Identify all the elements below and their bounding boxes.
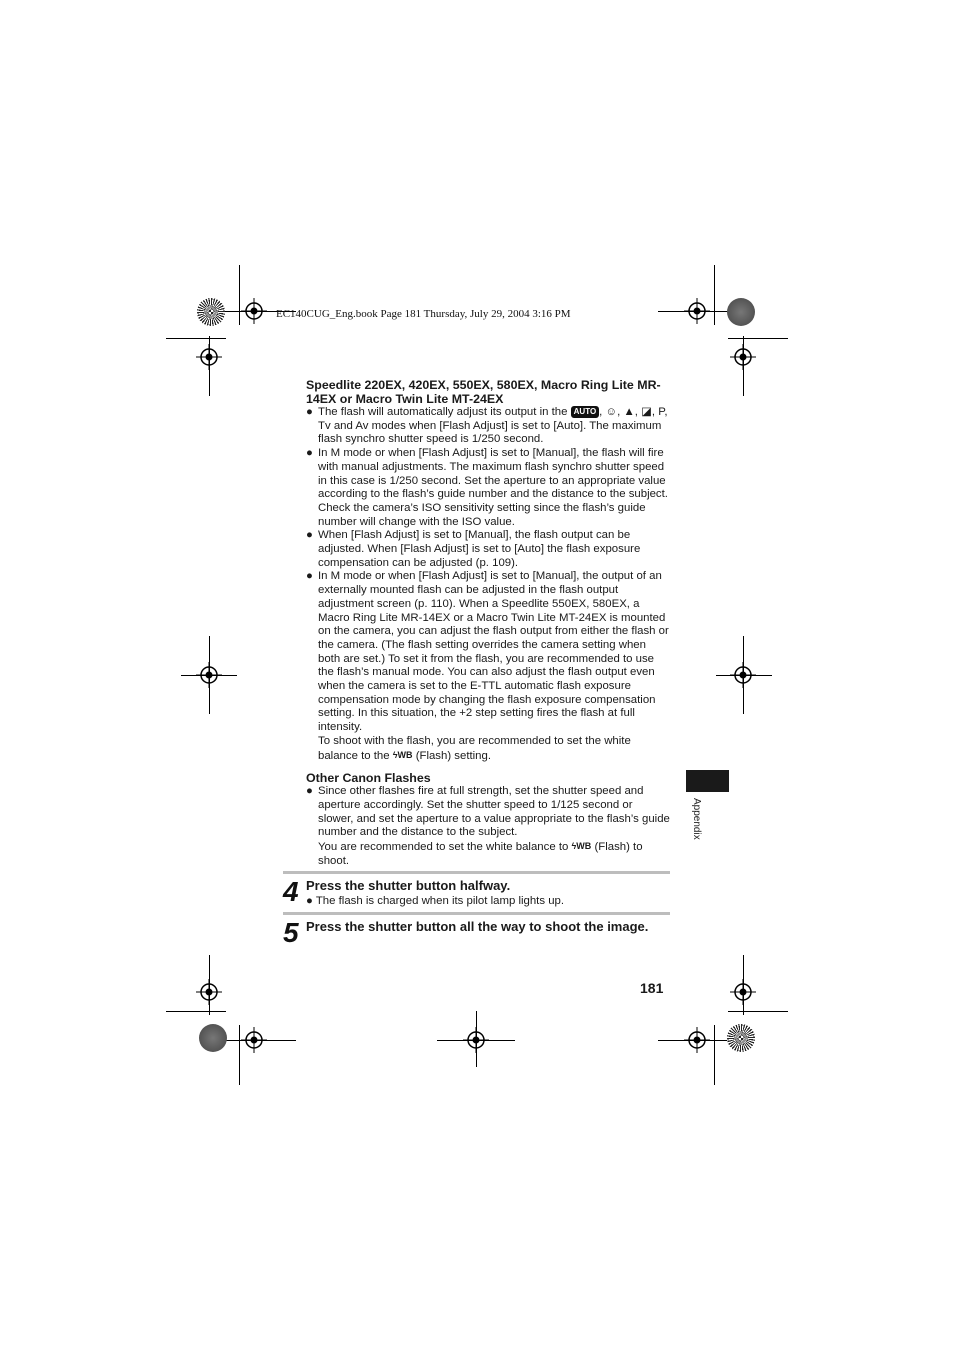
step-5: [283, 912, 670, 959]
registration-target-icon: [241, 1027, 267, 1053]
portrait-mode-icon: ☺: [605, 406, 618, 418]
step-title: Press the shutter button all the way to shoot the image.: [306, 919, 649, 934]
section-tab: [686, 770, 729, 792]
list-item: [306, 529, 670, 570]
registration-target-icon: [196, 979, 222, 1005]
registration-target-icon: [196, 662, 222, 688]
calibration-disc-icon: [197, 298, 225, 326]
list-item: [306, 447, 670, 529]
registration-target-icon: [730, 979, 756, 1005]
registration-target-icon: [730, 662, 756, 688]
section-title: Other Canon Flashes: [306, 771, 431, 786]
registration-target-icon: [684, 1027, 710, 1053]
bullet-text: When [Flash Adjust] is set to [Manual], the flash output can be adjusted. When [Flash Adjust] is set to [Auto] the flash exposure compensation can be adjusted (p. 109).: [318, 529, 641, 569]
registration-target-icon: [196, 344, 222, 370]
bullet-icon: ●: [306, 785, 313, 798]
bullet-text: In M mode or when [Flash Adjust] is set to [Manual], the output of an externally mounted flash can be adjusted in the flash output adjustment screen (p. 110). When a Speedlite 550EX, 580EX, a Macro Ring Lite MR-14EX or a Macro Twin Lite MT-24EX is mounted on the camera, you can adjust the flash output from either the flash or the camera. (The flash setting overrides the camera setting when both are set.) To set it from the flash, you are recommended to use the flash’s manual mode. You can also adjust the flash output even when the camera is set to the E-TTL automatic flash exposure compensation mode by changing the flash exposure compensation setting. In this situation, the +2 step setting fires the flash at full intensity.: [318, 570, 669, 734]
step-4: [283, 871, 670, 914]
registration-target-icon: [730, 344, 756, 370]
note-text: You are recommended to set the white balance to ϟWB (Flash) to shoot.: [318, 841, 643, 867]
bullet-text: The flash will automatically adjust its output in the: [318, 406, 568, 418]
bullet-icon: ●: [306, 447, 313, 460]
flash-wb-icon: ϟWB: [571, 841, 592, 852]
night-scene-icon: ◪: [641, 406, 652, 418]
section-title: Speedlite 220EX, 420EX, 550EX, 580EX, Macro Ring Lite MR-14EX or Macro Twin Lite MT-24EX: [306, 378, 661, 406]
bullet-text: , P, Tv and Av modes when [Flash Adjust] is set to [Auto]. The maximum flash synchro shutter speed is 1/250 second.: [318, 406, 668, 446]
step-note: ● The flash is charged when its pilot lamp lights up.: [306, 895, 565, 907]
note-text: To shoot with the flash, you are recommended to set the white balance to the ϟWB (Flash) setting.: [318, 734, 631, 762]
list-item: [306, 785, 670, 840]
calibration-disc-icon: [199, 1024, 227, 1052]
auto-mode-icon: AUTO: [571, 406, 600, 418]
step-title: Press the shutter button halfway.: [306, 878, 511, 893]
bullet-icon: ●: [306, 406, 313, 418]
page-number: 181: [640, 980, 664, 996]
main-content: [306, 378, 670, 869]
section-tab-label: Appendix: [691, 798, 702, 840]
registration-target-icon: [241, 298, 267, 324]
step-number: 5: [283, 917, 299, 948]
registration-target-icon: [684, 298, 710, 324]
landscape-mode-icon: ▲: [623, 406, 635, 418]
step-number: 4: [283, 876, 299, 907]
registration-target-icon: [463, 1027, 489, 1053]
bullet-text: Since other flashes fire at full strength, set the shutter speed and aperture accordingly. Set the shutter speed to 1/125 second or slower, and set the aperture to a value appropriate to the flash’s guide number and the distance to the subject.: [318, 785, 670, 839]
list-item: ● The flash will automatically adjust its output in the AUTO , ☺, ▲, ◪, P, Tv and Av modes when [Flash Adjust] is set to [Auto]. The maximum flash synchro shutter speed is 1/250 second.: [306, 406, 668, 446]
calibration-disc-icon: [727, 1024, 755, 1052]
flash-wb-icon: ϟWB: [392, 749, 413, 760]
book-header: EC140CUG_Eng.book Page 181 Thursday, July 29, 2004 3:16 PM: [276, 308, 571, 320]
bullet-icon: ●: [306, 570, 313, 583]
bullet-text: In M mode or when [Flash Adjust] is set to [Manual], the flash will fire with manual adjustments. The maximum flash synchro shutter speed in this case is 1/250 second. Set the aperture to an appropriate value according to the flash’s guide number and the distance to the subject. Check the camera’s ISO sensitivity setting since the flash’s guide number will change with the ISO value.: [318, 447, 668, 528]
calibration-disc-icon: [727, 298, 755, 326]
bullet-icon: ●: [306, 529, 313, 542]
list-item: [306, 570, 670, 734]
